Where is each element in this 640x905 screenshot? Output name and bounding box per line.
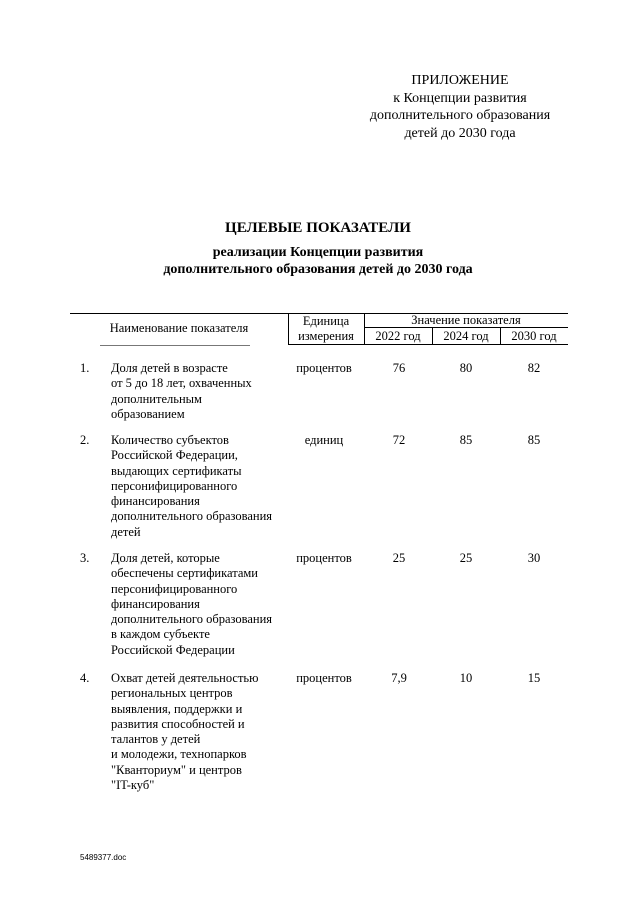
name-line: финансирования [111, 596, 200, 611]
row-value-2030: 15 [527, 671, 541, 685]
name-line: детей [111, 524, 141, 539]
row-unit: процентов [296, 361, 352, 375]
row-value-2030: 30 [527, 551, 541, 565]
row-unit: процентов [296, 671, 352, 685]
name-line: Доля детей в возрасте [111, 361, 228, 375]
name-line: Охват детей деятельностью [111, 671, 259, 685]
row-value-2024: 25 [459, 551, 473, 565]
row-value-2024: 80 [459, 361, 473, 375]
name-line: образованием [111, 406, 185, 421]
name-line: талантов у детей [111, 732, 201, 747]
row-indicator-name [111, 551, 286, 658]
appendix-line-1: ПРИЛОЖЕНИЕ [411, 73, 509, 88]
name-line: Российской Федерации, [111, 448, 238, 463]
header-indicator-name: Наименование показателя [109, 321, 249, 335]
row-value-2030: 85 [527, 433, 541, 447]
name-line: и молодежи, технопарков [111, 747, 247, 762]
row-value-2022: 25 [392, 551, 406, 565]
row-unit: единиц [304, 433, 344, 447]
name-line: выдающих сертификаты [111, 463, 242, 478]
row-value-2022: 76 [392, 361, 406, 375]
appendix-line-2: к Концепции развития [393, 90, 527, 106]
header-unit-line-2: измерения [298, 329, 354, 343]
header-year-2022: 2022 год [375, 329, 421, 343]
subtitle-line-2: дополнительного образования детей до 2030 года [163, 262, 473, 277]
name-line: выявления, поддержки и [111, 701, 243, 716]
row-number: 3. [80, 551, 90, 565]
name-line: Российской Федерации [111, 642, 235, 657]
row-indicator-name [111, 433, 286, 540]
row-number: 2. [80, 433, 90, 447]
row-unit: процентов [296, 551, 352, 565]
row-indicator-name [111, 671, 286, 793]
row-value-2030: 82 [527, 361, 541, 375]
name-line: от 5 до 18 лет, охваченных [111, 376, 252, 391]
row-indicator-name [111, 361, 286, 422]
name-line: дополнительного образования [111, 509, 273, 524]
name-line: Количество субъектов [111, 433, 229, 447]
row-number: 1. [80, 361, 90, 375]
table-header-bottom-rule [288, 344, 568, 345]
header-year-2030: 2030 год [511, 329, 557, 343]
row-value-2022: 72 [392, 433, 406, 447]
row-value-2024: 85 [459, 433, 473, 447]
name-line: в каждом субъекте [111, 627, 210, 642]
subtitle-line-1: реализации Концепции развития [212, 245, 424, 260]
name-line: персонифицированного [111, 478, 238, 493]
name-line: "IT-куб" [111, 778, 155, 793]
header-year-2024: 2024 год [443, 329, 489, 343]
appendix-line-3: дополнительного образования [369, 108, 551, 123]
header-unit-line-1: Единица [302, 314, 350, 328]
name-line: дополнительным [111, 391, 202, 406]
name-line: "Кванториум" и центров [111, 762, 242, 777]
document-subtitle [0, 244, 636, 278]
appendix-heading [340, 72, 580, 142]
document-title: ЦЕЛЕВЫЕ ПОКАЗАТЕЛИ [225, 220, 411, 236]
header-indicator-value: Значение показателя [411, 313, 521, 327]
name-line: обеспечены сертификатами [111, 566, 258, 581]
file-name-footer: 5489377.doc [80, 853, 127, 862]
appendix-line-4: детей до 2030 года [404, 125, 516, 141]
name-header-underline [100, 345, 250, 346]
name-line: региональных центров [111, 686, 233, 701]
name-line: персонифицированного [111, 581, 238, 596]
name-line: Доля детей, которые [111, 551, 220, 565]
name-line: дополнительного образования [111, 612, 273, 627]
name-line: финансирования [111, 494, 200, 509]
row-value-2024: 10 [459, 671, 473, 685]
row-number: 4. [80, 671, 90, 685]
name-line: развития способностей и [111, 716, 245, 731]
row-value-2022: 7,9 [391, 671, 407, 685]
